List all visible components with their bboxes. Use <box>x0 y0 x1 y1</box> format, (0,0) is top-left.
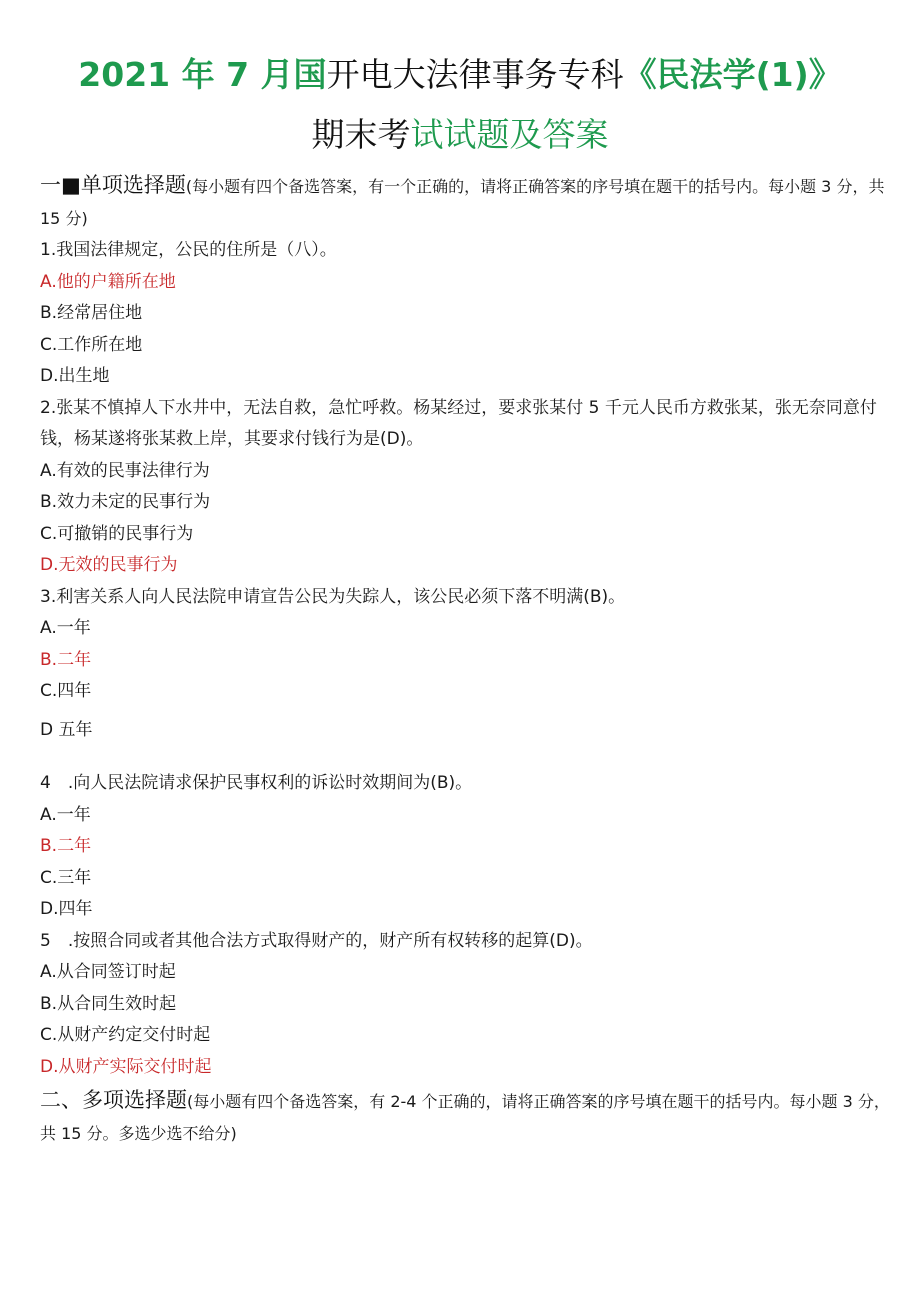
question-2-option-c: C.可撤销的民事行为 <box>40 523 194 544</box>
question-2-option-b: B.效力未定的民事行为 <box>40 492 211 512</box>
question-4-option-b: B.二年 <box>40 836 92 856</box>
question-1-stem: 1.我国法律规定，公民的住所是（八）。 <box>40 240 337 260</box>
document-body <box>40 170 890 1150</box>
question-1-option-b: B.经常居住地 <box>40 303 143 323</box>
section-2-title: 二、多项选择题 <box>40 1088 187 1112</box>
document-title-line2 <box>0 110 920 160</box>
section-2-instructions: (每小题有四个备选答案，有 2-4 个正确的，请将正确答案的序号填在题干的括号内。每小题 3 分，共 15 分。多选少选不给分) <box>40 1092 890 1143</box>
question-5-option-a: A.从合同签订时起 <box>40 962 176 982</box>
question-2-stem: 2.张某不慎掉人下水井中，无法自救，急忙呼救。杨某经过，要求张某付 5 千元人民币方救张某，张无奈同意付钱，杨某遂将张某救上岸，其要求付钱行为是(D)。 <box>40 397 877 449</box>
question-5-option-b: B.从合同生效时起 <box>40 993 177 1014</box>
question-1-option-d: D.出生地 <box>40 366 110 386</box>
question-4-stem: 4 .向人民法院请求保护民事权利的诉讼时效期间为(B)。 <box>40 773 473 793</box>
section-1-header <box>40 170 890 235</box>
question-3-option-b: B.二年 <box>40 649 92 670</box>
question-4-option-a: A.一年 <box>40 804 91 825</box>
title-part: 《民法学(1)》 <box>623 55 842 94</box>
question-4-option-d: D.四年 <box>40 899 93 919</box>
question-5-option-c: C.从财产约定交付时起 <box>40 1025 211 1045</box>
question-3-option-c: C.四年 <box>40 681 92 701</box>
title-part: 开电大法律事务专科 <box>326 55 624 94</box>
question-2-option-d: D.无效的民事行为 <box>40 555 178 575</box>
question-5-stem: 5 .按照合同或者其他合法方式取得财产的，财产所有权转移的起算(D)。 <box>40 930 593 951</box>
question-1-option-a: A.他的户籍所在地 <box>40 271 176 292</box>
question-3-option-d: D 五年 <box>40 719 93 740</box>
question-3-stem: 3.利害关系人向人民法院申请宣告公民为失踪人，该公民必须下落不明满(B)。 <box>40 586 626 607</box>
section-1-title: 一■单项选择题 <box>40 173 186 197</box>
question-2-option-a: A.有效的民事法律行为 <box>40 460 210 481</box>
question-1-option-c: C.工作所在地 <box>40 334 143 355</box>
title-part: 试试题及答案 <box>410 115 609 154</box>
question-4-option-c: C.三年 <box>40 867 92 888</box>
question-3-option-a: A.一年 <box>40 618 91 638</box>
title-part: 2021 年 7 月国 <box>78 55 327 94</box>
section-1-instructions: (每小题有四个备选答案，有一个正确的，请将正确答案的序号填在题干的括号内。每小题 3 分，共 15 分) <box>40 177 885 228</box>
question-5-option-d: D.从财产实际交付时起 <box>40 1056 212 1077</box>
document-title-line1 <box>0 50 920 100</box>
section-2-header <box>40 1085 890 1150</box>
title-part: 期末考 <box>311 115 411 154</box>
